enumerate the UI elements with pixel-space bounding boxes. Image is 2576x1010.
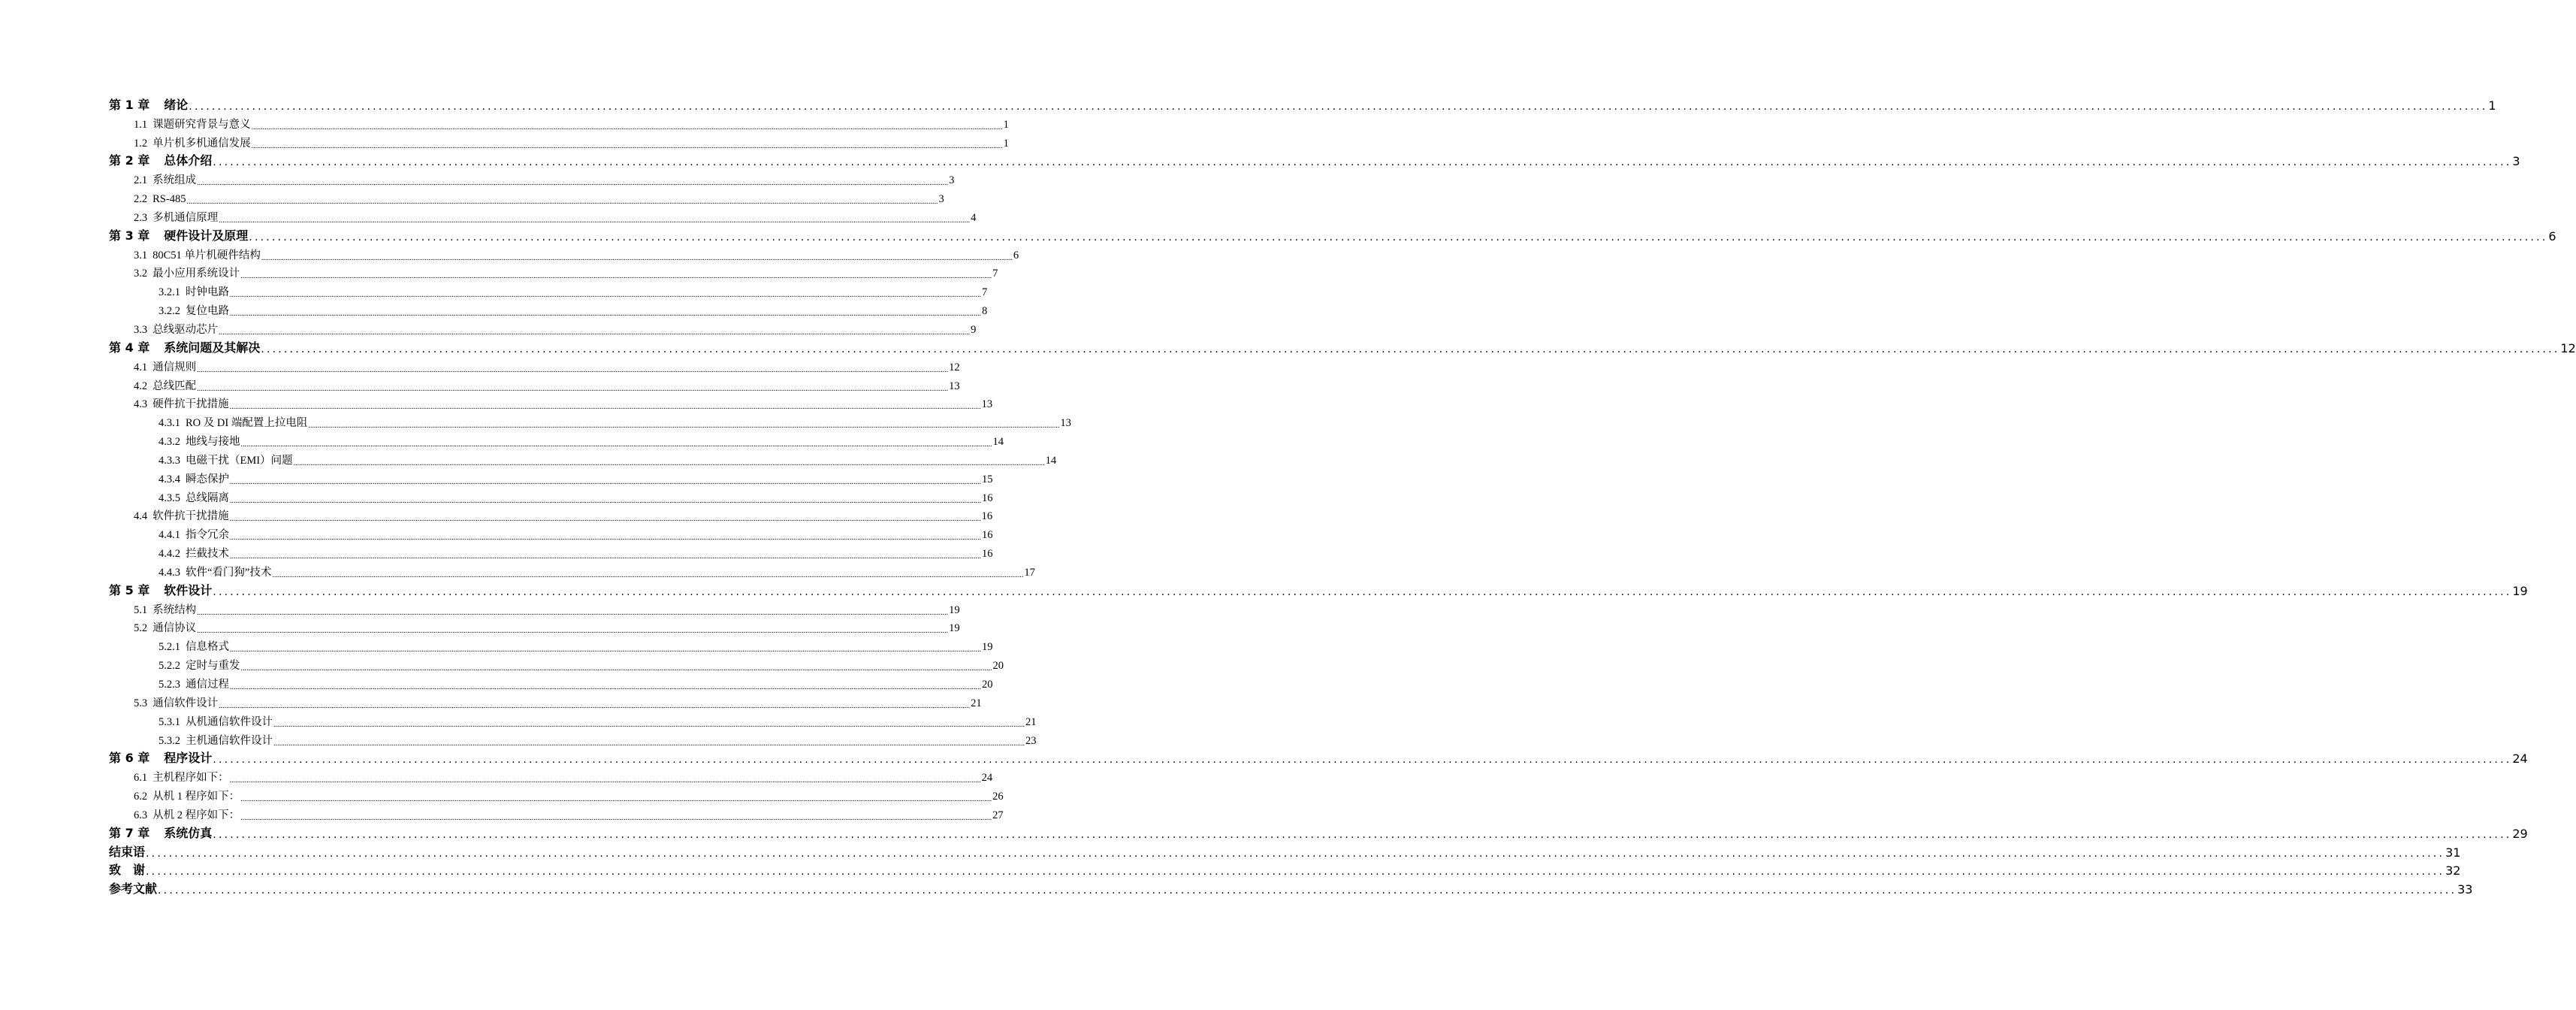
toc-entry-page-number: 8 xyxy=(982,305,988,318)
toc-entry-page-number: 29 xyxy=(2512,826,2528,841)
toc-entry-label xyxy=(134,601,196,617)
dot-leader: ................................................................................................................................................................................................................................................................................................................................................................................................................ xyxy=(146,866,2445,878)
toc-entry-page-number: 1 xyxy=(1003,118,1009,131)
toc-entry-label xyxy=(159,545,229,561)
toc-entry-title: 主机程序如下： xyxy=(153,772,229,785)
toc-entry-page-number: 24 xyxy=(981,772,993,785)
toc-entry-label xyxy=(109,824,212,841)
toc-entry-title: 从机 2 程序如下： xyxy=(153,809,240,821)
toc-entry-label xyxy=(134,619,196,635)
dot-leader: ................................................................................................................................................................................................................................................................................................................................................................................................................ xyxy=(230,477,981,486)
toc-entry-page-number: 4 xyxy=(971,211,977,224)
toc-entry-title: 课题研究背景与意义 xyxy=(153,118,251,131)
dot-leader: ................................................................................................................................................................................................................................................................................................................................................................................................................ xyxy=(230,496,981,505)
dot-leader: ................................................................................................................................................................................................................................................................................................................................................................................................................ xyxy=(293,458,1045,467)
dot-leader: ................................................................................................................................................................................................................................................................................................................................................................................................................ xyxy=(230,683,981,691)
toc-entry[interactable] xyxy=(109,617,960,636)
toc-entry-label xyxy=(159,732,273,748)
toc-entry-page-number: 3 xyxy=(938,193,944,206)
toc-entry[interactable] xyxy=(109,673,993,691)
toc-entry-page-number: 21 xyxy=(1025,715,1037,728)
toc-entry-page-number: 19 xyxy=(949,603,960,616)
toc-entry-number: 1.1 xyxy=(134,118,148,131)
toc-entry-page-number: 24 xyxy=(2512,751,2528,767)
toc-entry[interactable] xyxy=(109,766,993,785)
dot-leader: ................................................................................................................................................................................................................................................................................................................................................................................................................ xyxy=(273,739,1025,748)
toc-entry-number: 4.3.3 xyxy=(159,454,180,467)
toc-entry-page-number: 1 xyxy=(2488,98,2496,113)
toc-entry-label xyxy=(159,638,229,654)
toc-entry[interactable] xyxy=(109,411,1071,431)
toc-entry-title: 地线与接地 xyxy=(186,436,240,449)
dot-leader: ................................................................................................................................................................................................................................................................................................................................................................................................................ xyxy=(272,570,1024,579)
dot-leader: ................................................................................................................................................................................................................................................................................................................................................................................................................ xyxy=(213,828,2512,841)
toc-entry-label xyxy=(134,694,218,710)
toc-entry-label xyxy=(134,358,196,374)
dot-leader: ................................................................................................................................................................................................................................................................................................................................................................................................................ xyxy=(251,122,1003,132)
toc-entry-title: 通信过程 xyxy=(186,679,229,691)
toc-entry-page-number: 6 xyxy=(2548,228,2556,243)
dot-leader: ................................................................................................................................................................................................................................................................................................................................................................................................................ xyxy=(158,885,2457,897)
dot-leader: ................................................................................................................................................................................................................................................................................................................................................................................................................ xyxy=(230,552,981,561)
toc-entry-number: 2.3 xyxy=(134,211,148,224)
dot-leader: ................................................................................................................................................................................................................................................................................................................................................................................................................ xyxy=(261,253,1013,262)
dot-leader: ................................................................................................................................................................................................................................................................................................................................................................................................................ xyxy=(213,754,2512,767)
toc-entry-label xyxy=(159,526,229,542)
toc-entry-title: RS-485 xyxy=(153,193,186,206)
dot-leader: ................................................................................................................................................................................................................................................................................................................................................................................................................ xyxy=(219,328,971,337)
toc-entry-title: 指令冗余 xyxy=(186,529,229,542)
toc-entry[interactable] xyxy=(109,374,960,393)
dot-leader: ................................................................................................................................................................................................................................................................................................................................................................................................................ xyxy=(240,664,992,673)
toc-entry-number: 5.3.2 xyxy=(159,734,180,747)
toc-entry-label xyxy=(109,842,145,860)
toc-entry[interactable] xyxy=(109,822,2528,841)
toc-entry-title: 致 谢 xyxy=(109,863,146,878)
toc-entry-title: 总线匹配 xyxy=(153,380,197,392)
toc-entry-title: 参考文献 xyxy=(109,881,158,897)
toc-entry-label xyxy=(134,769,229,785)
toc-entry-label xyxy=(159,713,273,729)
toc-entry-number: 4.3 xyxy=(134,398,148,411)
toc-entry[interactable] xyxy=(109,523,993,543)
toc-entry-title: 定时与重发 xyxy=(186,660,240,673)
dot-leader: ................................................................................................................................................................................................................................................................................................................................................................................................................ xyxy=(219,701,971,710)
toc-entry[interactable] xyxy=(109,486,993,505)
toc-entry-label xyxy=(134,507,229,523)
toc-entry-label xyxy=(159,676,229,691)
toc-entry-page-number: 15 xyxy=(982,473,993,485)
toc-entry[interactable] xyxy=(109,785,1004,804)
toc-entry-page-number: 12 xyxy=(2560,340,2576,355)
toc-entry-page-number: 14 xyxy=(1045,454,1057,467)
toc-entry-number: 4.4.1 xyxy=(159,529,180,542)
toc-entry-label xyxy=(134,171,196,187)
toc-entry-page-number: 26 xyxy=(992,791,1004,803)
toc-entry[interactable] xyxy=(109,803,1004,822)
toc-entry-number: 4.1 xyxy=(134,361,148,373)
toc-entry-page-number: 27 xyxy=(992,809,1004,821)
toc-entry-number: 4.4.2 xyxy=(159,548,180,561)
toc-entry-label xyxy=(109,338,260,355)
toc-entry-title: 通信规则 xyxy=(153,361,197,373)
toc-entry-title: RO 及 DI 端配置上拉电阻 xyxy=(186,417,308,430)
dot-leader: ................................................................................................................................................................................................................................................................................................................................................................................................................ xyxy=(261,343,2560,355)
toc-entry-title: 硬件设计及原理 xyxy=(164,228,249,243)
dot-leader: ................................................................................................................................................................................................................................................................................................................................................................................................................ xyxy=(240,813,992,822)
dot-leader: ................................................................................................................................................................................................................................................................................................................................................................................................................ xyxy=(197,179,949,188)
toc-entry[interactable] xyxy=(109,225,2556,243)
toc-entry-label xyxy=(159,564,271,579)
toc-entry[interactable] xyxy=(109,94,2496,113)
toc-entry-page-number: 19 xyxy=(2512,583,2528,598)
toc-entry-label xyxy=(159,657,240,673)
toc-entry-page-number: 31 xyxy=(2445,845,2461,860)
toc-entry-label xyxy=(109,226,248,243)
toc-entry[interactable] xyxy=(109,505,993,524)
dot-leader: ................................................................................................................................................................................................................................................................................................................................................................................................................ xyxy=(249,231,2548,243)
toc-entry[interactable] xyxy=(109,168,955,188)
toc-entry-title: 多机通信原理 xyxy=(153,211,219,224)
toc-entry[interactable] xyxy=(109,393,993,412)
toc-entry-page-number: 19 xyxy=(982,641,993,654)
dot-leader: ................................................................................................................................................................................................................................................................................................................................................................................................................ xyxy=(146,847,2445,860)
toc-entry-title: 通信协议 xyxy=(153,622,197,635)
toc-entry-title: 结束语 xyxy=(109,844,146,859)
toc-entry-title: 系统仿真 xyxy=(164,825,213,840)
toc-entry[interactable] xyxy=(109,860,2461,878)
toc-entry-number: 5.2.1 xyxy=(159,641,180,654)
toc-entry[interactable] xyxy=(109,691,982,710)
toc-entry-page-number: 14 xyxy=(992,436,1004,449)
toc-entry[interactable] xyxy=(109,635,993,655)
toc-entry-number: 第 6 章 xyxy=(109,751,150,766)
dot-leader: ................................................................................................................................................................................................................................................................................................................................................................................................................ xyxy=(229,776,981,785)
toc-entry[interactable] xyxy=(109,187,944,207)
toc-entry[interactable] xyxy=(109,150,2520,169)
toc-entry-number: 5.3 xyxy=(134,697,148,709)
toc-entry-label xyxy=(134,788,240,803)
toc-entry[interactable] xyxy=(109,337,2576,355)
dot-leader: ................................................................................................................................................................................................................................................................................................................................................................................................................ xyxy=(213,156,2512,169)
toc-entry[interactable] xyxy=(109,841,2461,860)
toc-entry-title: 从机 1 程序如下： xyxy=(153,791,240,803)
toc-entry-number: 4.3.1 xyxy=(159,417,180,430)
dot-leader: ................................................................................................................................................................................................................................................................................................................................................................................................................ xyxy=(240,272,992,281)
toc-entry[interactable] xyxy=(109,542,993,561)
toc-entry-title: 系统结构 xyxy=(153,603,197,616)
toc-entry-page-number: 7 xyxy=(992,268,998,280)
toc-entry-title: 总体介绍 xyxy=(164,153,213,168)
toc-entry-label xyxy=(109,860,145,878)
toc-entry-label xyxy=(109,95,188,113)
toc-entry-page-number: 16 xyxy=(981,510,993,523)
toc-entry-page-number: 17 xyxy=(1024,566,1035,579)
toc-entry[interactable] xyxy=(109,299,988,319)
toc-entry-number: 4.3.2 xyxy=(159,436,180,449)
toc-entry-page-number: 13 xyxy=(981,398,993,411)
toc-entry-page-number: 6 xyxy=(1013,249,1019,262)
toc-entry-page-number: 20 xyxy=(992,660,1004,673)
toc-entry-page-number: 13 xyxy=(1060,417,1071,430)
toc-entry-label xyxy=(109,151,212,168)
toc-entry-title: 系统问题及其解决 xyxy=(164,340,261,355)
dot-leader: ................................................................................................................................................................................................................................................................................................................................................................................................................ xyxy=(229,515,981,524)
toc-entry-title: 绪论 xyxy=(164,97,189,112)
toc-entry-number: 第 5 章 xyxy=(109,582,150,597)
toc-entry-page-number: 19 xyxy=(949,622,960,635)
toc-entry[interactable] xyxy=(109,467,993,486)
toc-entry-label xyxy=(134,135,251,150)
toc-entry[interactable] xyxy=(109,318,977,337)
toc-entry-page-number: 7 xyxy=(982,286,988,299)
toc-entry[interactable] xyxy=(109,243,1019,262)
toc-entry-label xyxy=(134,377,196,393)
toc-entry[interactable] xyxy=(109,132,1009,150)
toc-entry[interactable] xyxy=(109,654,1004,673)
toc-entry-label xyxy=(159,414,307,430)
toc-entry-title: 总线隔离 xyxy=(186,491,229,504)
dot-leader: ................................................................................................................................................................................................................................................................................................................................................................................................................ xyxy=(230,534,981,543)
toc-entry[interactable] xyxy=(109,113,1009,132)
dot-leader: ................................................................................................................................................................................................................................................................................................................................................................................................................ xyxy=(197,365,949,374)
toc-entry-title: 电磁干扰（EMI）问题 xyxy=(186,454,293,467)
toc-entry[interactable] xyxy=(109,280,988,300)
toc-entry-title: 复位电路 xyxy=(186,305,229,318)
toc-entry-number: 第 2 章 xyxy=(109,153,150,168)
toc-entry[interactable] xyxy=(109,430,1004,449)
toc-entry-label xyxy=(134,246,261,262)
toc-entry-number: 4.3.5 xyxy=(159,491,180,504)
toc-entry-number: 3.2.2 xyxy=(159,305,180,318)
toc-entry-label xyxy=(134,321,218,337)
dot-leader: ................................................................................................................................................................................................................................................................................................................................................................................................................ xyxy=(197,627,949,636)
toc-entry-page-number: 9 xyxy=(971,323,977,336)
toc-entry-number: 2.2 xyxy=(134,193,148,206)
toc-entry[interactable] xyxy=(109,878,2473,897)
toc-entry[interactable] xyxy=(109,748,2528,767)
toc-entry-title: 拦截技术 xyxy=(186,548,229,561)
toc-entry-page-number: 16 xyxy=(982,491,993,504)
toc-entry-title: 单片机多机通信发展 xyxy=(153,137,251,150)
dot-leader: ................................................................................................................................................................................................................................................................................................................................................................................................................ xyxy=(240,795,992,804)
toc-entry-label xyxy=(159,489,229,505)
toc-entry-title: 总线驱动芯片 xyxy=(153,323,219,336)
toc-entry-title: 从机通信软件设计 xyxy=(186,715,273,728)
toc-entry-label xyxy=(109,581,212,598)
dot-leader: ................................................................................................................................................................................................................................................................................................................................................................................................................ xyxy=(219,216,971,225)
toc-entry-number: 5.3.1 xyxy=(159,715,180,728)
toc-entry-label xyxy=(109,879,157,897)
toc-entry-page-number: 16 xyxy=(982,529,993,542)
toc-entry-number: 4.4 xyxy=(134,510,148,523)
toc-entry-number: 第 4 章 xyxy=(109,340,150,355)
toc-entry-title: 软件设计 xyxy=(164,582,213,597)
toc-entry-page-number: 23 xyxy=(1025,734,1037,747)
toc-entry-page-number: 16 xyxy=(982,548,993,561)
toc-entry-page-number: 20 xyxy=(982,679,993,691)
toc-entry-number: 5.2.3 xyxy=(159,679,180,691)
toc-entry[interactable] xyxy=(109,262,998,281)
toc-entry-label xyxy=(134,395,229,411)
toc-entry-page-number: 3 xyxy=(949,174,955,187)
toc-entry-number: 3.2.1 xyxy=(159,286,180,299)
toc-entry-label xyxy=(159,283,229,299)
toc-entry-number: 6.1 xyxy=(134,772,148,785)
toc-entry-page-number: 1 xyxy=(1003,137,1009,150)
toc-entry[interactable] xyxy=(109,729,1037,748)
toc-entry-page-number: 13 xyxy=(949,380,960,392)
toc-entry-number: 1.2 xyxy=(134,137,148,150)
toc-entry-number: 3.1 xyxy=(134,249,148,262)
dot-leader: ................................................................................................................................................................................................................................................................................................................................................................................................................ xyxy=(229,403,981,412)
toc-entry-label xyxy=(134,193,186,206)
toc-entry-number: 第 3 章 xyxy=(109,228,150,243)
toc-entry-label xyxy=(134,806,240,822)
toc-entry-number: 5.2 xyxy=(134,622,148,635)
toc-entry-page-number: 21 xyxy=(971,697,982,709)
toc-entry-label xyxy=(134,116,251,132)
toc-entry-number: 6.3 xyxy=(134,809,148,821)
dot-leader: ................................................................................................................................................................................................................................................................................................................................................................................................................ xyxy=(308,422,1060,431)
dot-leader: ................................................................................................................................................................................................................................................................................................................................................................................................................ xyxy=(230,291,981,300)
dot-leader: ................................................................................................................................................................................................................................................................................................................................................................................................................ xyxy=(273,720,1025,729)
dot-leader: ................................................................................................................................................................................................................................................................................................................................................................................................................ xyxy=(197,608,949,617)
dot-leader: ................................................................................................................................................................................................................................................................................................................................................................................................................ xyxy=(230,646,981,655)
dot-leader: ................................................................................................................................................................................................................................................................................................................................................................................................................ xyxy=(186,198,938,207)
toc-entry[interactable] xyxy=(109,710,1037,729)
toc-entry[interactable] xyxy=(109,206,977,225)
dot-leader: ................................................................................................................................................................................................................................................................................................................................................................................................................ xyxy=(213,585,2512,598)
toc-entry-number: 4.2 xyxy=(134,380,148,392)
toc-entry-title: 最小应用系统设计 xyxy=(153,268,240,280)
table-of-contents xyxy=(109,94,2576,897)
toc-entry-label xyxy=(134,265,240,280)
toc-entry-page-number: 12 xyxy=(949,361,960,373)
toc-entry-page-number: 33 xyxy=(2457,882,2473,897)
toc-entry[interactable] xyxy=(109,598,960,617)
dot-leader: ................................................................................................................................................................................................................................................................................................................................................................................................................ xyxy=(251,141,1003,150)
dot-leader: ................................................................................................................................................................................................................................................................................................................................................................................................................ xyxy=(230,310,981,319)
toc-entry-title: 硬件抗干扰措施 xyxy=(153,398,229,411)
toc-entry-label xyxy=(159,433,240,449)
toc-entry-label xyxy=(159,470,229,486)
toc-entry-page-number: 3 xyxy=(2512,154,2520,169)
toc-entry-page-number: 32 xyxy=(2445,863,2461,878)
toc-entry-number: 5.1 xyxy=(134,603,148,616)
dot-leader: ................................................................................................................................................................................................................................................................................................................................................................................................................ xyxy=(189,100,2488,113)
toc-entry-number: 2.1 xyxy=(134,174,148,187)
toc-entry-number: 第 7 章 xyxy=(109,825,150,840)
toc-entry-number: 5.2.2 xyxy=(159,660,180,673)
toc-entry-title: 时钟电路 xyxy=(186,286,229,299)
toc-entry-title: 软件抗干扰措施 xyxy=(153,510,229,523)
toc-entry[interactable] xyxy=(109,449,1057,467)
toc-entry-title: 主机通信软件设计 xyxy=(186,734,273,747)
toc-entry-title: 80C51 单片机硬件结构 xyxy=(153,249,261,262)
dot-leader: ................................................................................................................................................................................................................................................................................................................................................................................................................ xyxy=(197,384,949,393)
toc-entry-label xyxy=(134,209,218,225)
toc-entry[interactable] xyxy=(109,579,2528,598)
toc-entry-number: 4.4.3 xyxy=(159,566,180,579)
toc-entry-number: 第 1 章 xyxy=(109,97,150,112)
toc-entry-number: 3.3 xyxy=(134,323,148,336)
toc-entry-number: 6.2 xyxy=(134,791,148,803)
toc-entry-label xyxy=(159,302,229,318)
toc-entry-title: 通信软件设计 xyxy=(153,697,219,709)
dot-leader: ................................................................................................................................................................................................................................................................................................................................................................................................................ xyxy=(240,440,992,449)
toc-entry-title: 软件“看门狗”技术 xyxy=(186,566,272,579)
toc-entry[interactable] xyxy=(109,355,960,374)
toc-entry-title: 系统组成 xyxy=(153,174,197,187)
toc-entry-number: 3.2 xyxy=(134,268,148,280)
toc-entry-title: 信息格式 xyxy=(186,641,229,654)
toc-entry[interactable] xyxy=(109,561,1035,579)
toc-entry-title: 瞬态保护 xyxy=(186,473,229,485)
toc-entry-title: 程序设计 xyxy=(164,751,213,766)
toc-entry-label xyxy=(109,748,212,766)
toc-entry-label xyxy=(159,452,293,467)
toc-entry-number: 4.3.4 xyxy=(159,473,180,485)
